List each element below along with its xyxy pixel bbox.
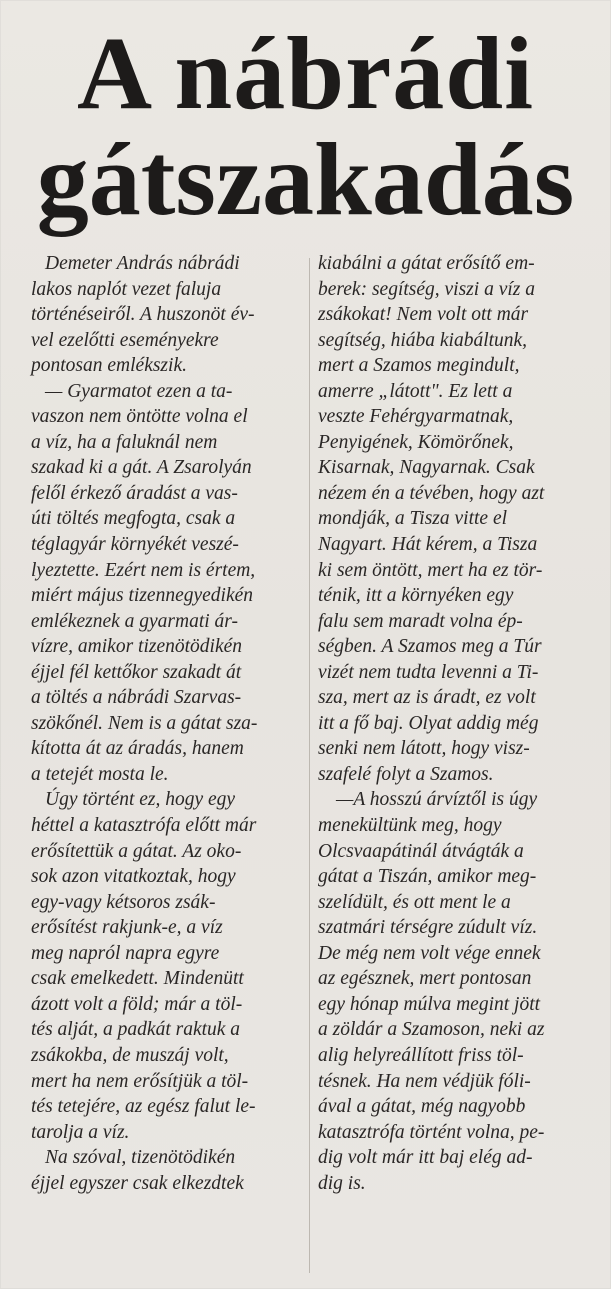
text-line: téglagyár környékét veszé- <box>31 534 239 556</box>
text-line: falu sem maradt volna ép- <box>318 610 523 632</box>
text-line: Olcsvaapátinál átvágták a <box>318 840 524 862</box>
text-line: a töltés a nábrádi Szarvas- <box>31 687 242 709</box>
text-line: tés alját, a padkát raktuk a <box>31 1019 241 1041</box>
text-line: mert ha nem erősítjük a töl- <box>31 1070 249 1092</box>
text-line: a tetejét mosta le. <box>31 763 169 785</box>
text-line: mondják, a Tisza vitte el <box>318 508 508 530</box>
text-line: pontosan emlékszik. <box>31 355 187 377</box>
text-line: a zöldár a Szamoson, neki az <box>318 1019 545 1041</box>
text-line: Penyigének, Kömörőnek, <box>318 431 514 453</box>
text-line: miért május tizennegyedikén <box>31 585 254 607</box>
text-line: vízre, amikor tizenötödikén <box>31 636 243 658</box>
text-line: dig is. <box>318 1172 366 1194</box>
text-line: egy-vagy kétsoros zsák- <box>31 891 216 913</box>
text-line: menekültünk meg, hogy <box>318 815 502 837</box>
text-line: tarolja a víz. <box>31 1121 130 1143</box>
text-line: sok azon vitatkoztak, hogy <box>31 866 236 888</box>
text-line: héttel a katasztrófa előtt már <box>31 815 257 837</box>
text-line: itt a fő baj. Olyat addig még <box>318 712 539 734</box>
text-line: berek: segítség, viszi a víz a <box>318 278 535 300</box>
text-line: ki sem öntött, mert ha ez tör- <box>318 559 543 581</box>
text-line: veszte Fehérgyarmatnak, <box>318 406 514 428</box>
text-line: alig helyreállított friss töl- <box>318 1044 524 1066</box>
text-line: szelídült, és ott ment le a <box>318 891 511 913</box>
headline-line-1: A nábrádi <box>77 16 534 131</box>
text-line: zsákokat! Nem volt ott már <box>318 304 529 326</box>
text-line: éjjel egyszer csak elkezdtek <box>31 1172 244 1194</box>
text-line: mert a Szamos megindult, <box>318 355 520 377</box>
text-line: sza, mert az is áradt, ez volt <box>318 687 536 709</box>
text-line: vel ezelőtti eseményekre <box>31 329 219 351</box>
text-line: szökőnél. Nem is a gátat sza- <box>31 712 258 734</box>
text-line: De még nem volt vége ennek <box>318 942 541 964</box>
text-line: —A hosszú árvíztől is úgy <box>336 789 538 811</box>
text-line: kította át az áradás, hanem <box>31 738 244 760</box>
text-line: szakad ki a gát. A Zsarolyán <box>31 457 252 479</box>
column-divider <box>309 258 310 1273</box>
text-line: éjjel fél kettőkor szakadt át <box>31 661 242 683</box>
text-line: ázott volt a föld; már a töl- <box>31 993 243 1015</box>
text-line: erősítést rakjunk-e, a víz <box>31 917 223 939</box>
text-line: gátat a Tiszán, amikor meg- <box>318 866 537 888</box>
text-line: felől érkező áradást a vas- <box>31 482 238 504</box>
text-line: kiabálni a gátat erősítő em- <box>318 253 535 274</box>
text-line: emlékeznek a gyarmati ár- <box>31 610 238 632</box>
text-line: ával a gátat, még nagyobb <box>318 1096 526 1118</box>
text-line: vizét nem tudta levenni a Ti- <box>318 661 539 683</box>
text-line: katasztrófa történt volna, pe- <box>318 1121 545 1143</box>
text-line: úti töltés megfogta, csak a <box>31 508 236 530</box>
text-line: nézem én a tévében, hogy azt <box>318 482 545 504</box>
text-line: ténik, itt a környéken egy <box>318 585 514 607</box>
text-line: szatmári térségre zúdult víz. <box>318 917 538 939</box>
headline-line-2: gátszakadás <box>36 122 575 237</box>
text-line: a víz, ha a faluknál nem <box>31 431 218 453</box>
text-line: lyeztette. Ezért nem is értem, <box>31 559 256 581</box>
text-line: egy hónap múlva megint jött <box>318 993 541 1015</box>
text-line: Úgy történt ez, hogy egy <box>45 789 236 811</box>
text-line: tésnek. Ha nem védjük fóli- <box>318 1070 531 1092</box>
text-line: segítség, hiába kiabáltunk, <box>318 329 528 351</box>
text-line: tés tetejére, az egész falut le- <box>31 1096 256 1118</box>
text-line: dig volt már itt baj elég ad- <box>318 1147 533 1169</box>
text-line: Demeter András nábrádi <box>45 253 240 274</box>
text-line: — Gyarmatot ezen a ta- <box>45 380 233 402</box>
text-line: szafelé folyt a Szamos. <box>318 763 494 785</box>
text-line: Na szóval, tizenötödikén <box>45 1147 236 1169</box>
text-line: senki nem látott, hogy visz- <box>318 738 530 760</box>
text-line: lakos naplót vezet faluja <box>31 278 222 300</box>
text-line: amerre „látott". Ez lett a <box>318 380 513 402</box>
text-line: Nagyart. Hát kérem, a Tisza <box>318 534 538 556</box>
text-line: zsákokba, de muszáj volt, <box>31 1044 229 1066</box>
text-line: meg napról napra egyre <box>31 942 220 964</box>
text-line: történéseiről. A huszonöt év- <box>31 304 255 326</box>
article-column-right <box>318 251 594 1196</box>
text-line: vaszon nem öntötte volna el <box>31 406 248 428</box>
text-line: erősítettük a gátat. Az oko- <box>31 840 242 862</box>
text-line: Kisarnak, Nagyarnak. Csak <box>318 457 535 479</box>
text-line: ségben. A Szamos meg a Túr <box>318 636 542 658</box>
text-line: csak emelkedett. Mindenütt <box>31 968 244 990</box>
text-line: az egésznek, mert pontosan <box>318 968 532 990</box>
article-column-left <box>31 251 299 1196</box>
